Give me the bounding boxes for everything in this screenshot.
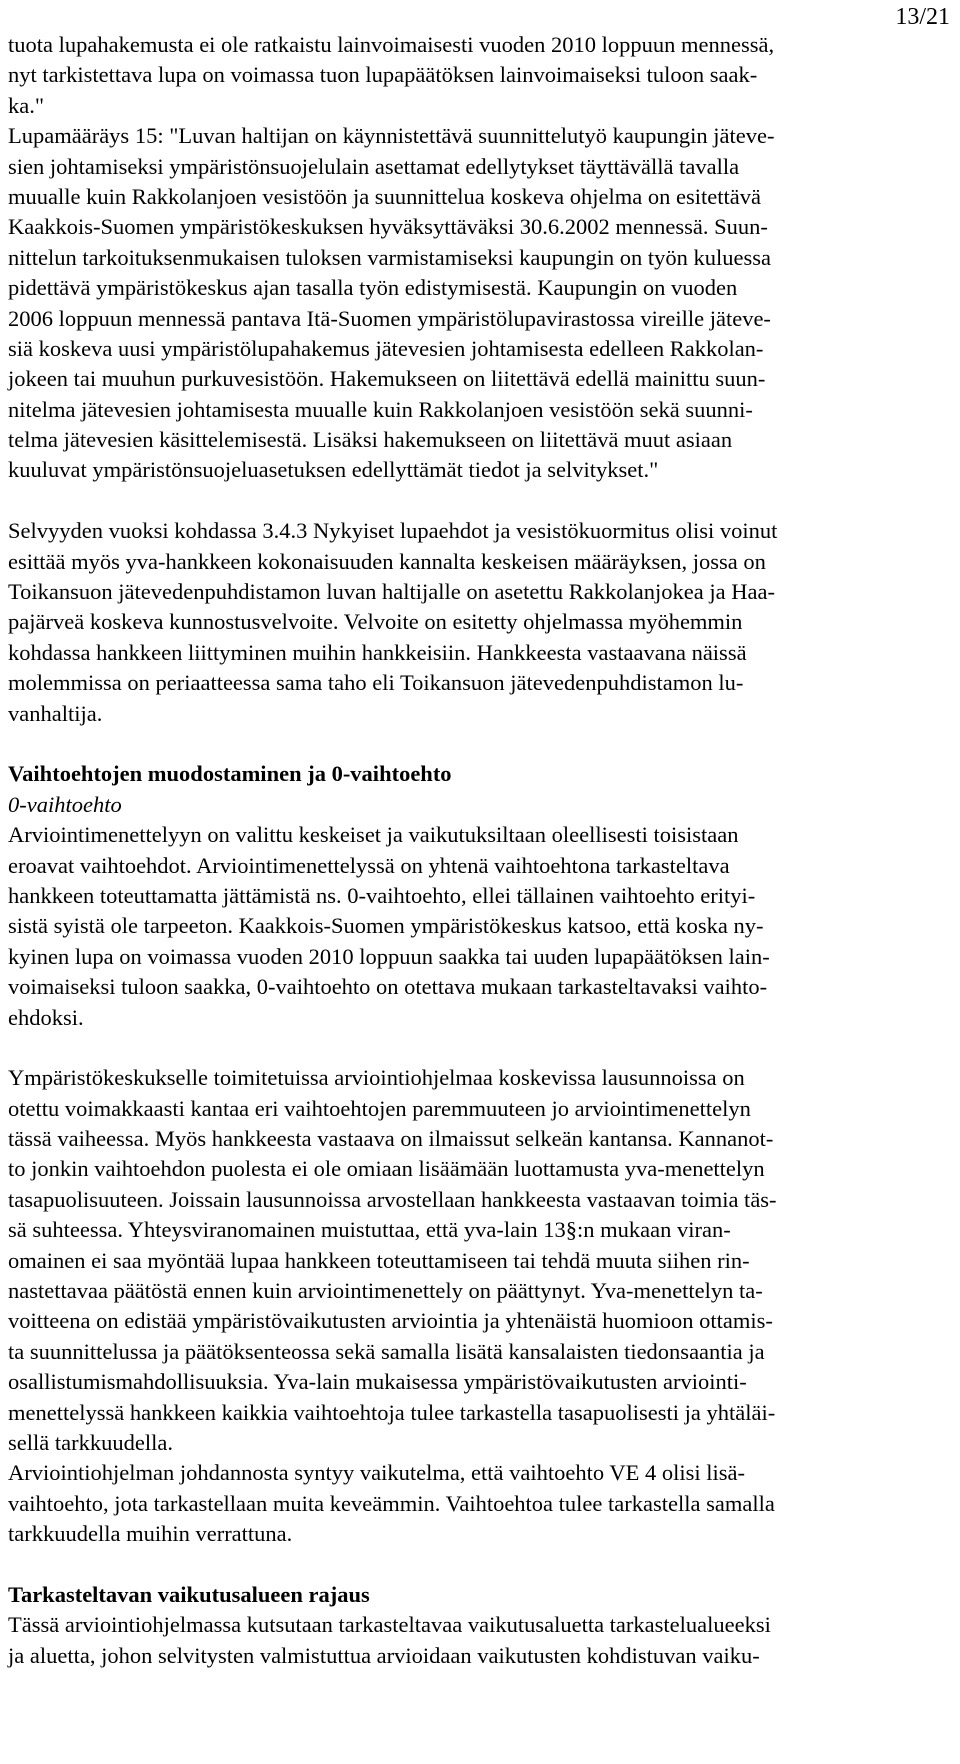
- text-line: Arviointimenettelyyn on valittu keskeiset ja vaikutuksiltaan oleellisesti toisistaan: [8, 822, 739, 848]
- text-line: vanhaltija.: [8, 700, 103, 726]
- text-line: hankkeen toteuttamatta jättämistä ns. 0-vaihtoehto, ellei tällainen vaihtoehto erityi-: [8, 882, 756, 908]
- subheading-text: 0-vaihtoehto: [8, 791, 122, 817]
- text-line: jokeen tai muuhun purkuvesistöön. Hakemukseen on liitettävä edellä mainittu suun-: [8, 366, 766, 392]
- text-line: voimaiseksi tuloon saakka, 0-vaihtoehto on otettava mukaan tarkasteltavaksi vaihto-: [8, 974, 768, 1000]
- text-line: sä suhteessa. Yhteysviranomainen muistuttaa, että yva-lain 13§:n mukaan viran-: [8, 1217, 731, 1243]
- blank-line: [8, 729, 952, 759]
- text-line: voitteena on edistää ympäristövaikutusten arviointia ja yhtenäistä huomioon ottamis-: [8, 1308, 773, 1334]
- text-line: Toikansuon jätevedenpuhdistamon luvan haltijalle on asetettu Rakkolanjokea ja Haa-: [8, 579, 775, 605]
- document-body: [8, 30, 952, 1671]
- heading-impact-area: [8, 1580, 952, 1610]
- text-line: ehdoksi.: [8, 1004, 84, 1030]
- text-line: nitelma jätevesien johtamisesta muualle kuin Rakkolanjoen vesistöön sekä suunni-: [8, 396, 753, 422]
- heading-text: Tarkasteltavan vaikutusalueen rajaus: [8, 1581, 370, 1607]
- heading-alternatives: [8, 759, 952, 789]
- paragraph-impact-area: [8, 1610, 952, 1671]
- text-line: kohdassa hankkeen liittyminen muihin hankkeisiin. Hankkeesta vastaavana näissä: [8, 639, 747, 665]
- text-line: siä koskeva uusi ympäristölupahakemus jätevesien johtamisesta edelleen Rakkolan-: [8, 335, 764, 361]
- text-line: Ympäristökeskukselle toimitetuissa arviointiohjelmaa koskevissa lausunnoissa on: [8, 1065, 745, 1091]
- text-line: esittää myös yva-hankkeen kokonaisuuden kannalta keskeisen määräyksen, jossa on: [8, 548, 766, 574]
- text-line: to jonkin vaihtoehdon puolesta ei ole omiaan lisäämään luottamusta yva-menettelyn: [8, 1156, 765, 1182]
- text-line: tasapuolisuuteen. Joissain lausunnoissa arvostellaan hankkeesta vastaavan toimia täs-: [8, 1186, 777, 1212]
- text-line: Selvyyden vuoksi kohdassa 3.4.3 Nykyiset lupaehdot ja vesistökuormitus olisi voinut: [8, 518, 778, 544]
- text-line: ta suunnittelussa ja päätöksenteossa sekä samalla lisätä kansalaisten tiedonsaantia ja: [8, 1338, 765, 1364]
- text-line: otettu voimakkaasti kantaa eri vaihtoehtojen paremmuuteen jo arviointimenettelyn: [8, 1095, 751, 1121]
- text-line: Kaakkois-Suomen ympäristökeskuksen hyväksyttäväksi 30.6.2002 mennessä. Suun-: [8, 214, 768, 240]
- blank-line: [8, 1550, 952, 1580]
- subheading-zero-alternative: [8, 790, 952, 820]
- blank-line: [8, 486, 952, 516]
- text-line: sistä syistä ole tarpeeton. Kaakkois-Suomen ympäristökeskus katsoo, että koska ny-: [8, 913, 764, 939]
- text-line: kyinen lupa on voimassa vuoden 2010 loppuun saakka tai uuden lupapäätöksen lain-: [8, 943, 770, 969]
- paragraph-statements: [8, 1063, 952, 1458]
- paragraph-permit-status: [8, 30, 952, 486]
- text-line: molemmissa on periaatteessa sama taho eli Toikansuon jätevedenpuhdistamon lu-: [8, 670, 744, 696]
- text-line: Arviointiohjelman johdannosta syntyy vaikutelma, että vaihtoehto VE 4 olisi lisä-: [8, 1460, 745, 1486]
- text-line: sien johtamiseksi ympäristönsuojelulain asettamat edellytykset täyttävällä tavalla: [8, 153, 740, 179]
- text-line: nastettavaa päätöstä ennen kuin arviointimenettely on päättynyt. Yva-menettelyn ta-: [8, 1278, 763, 1304]
- text-line: Tässä arviointiohjelmassa kutsutaan tarkasteltavaa vaikutusaluetta tarkastelualueeksi: [8, 1612, 771, 1638]
- blank-line: [8, 1033, 952, 1063]
- text-line: nyt tarkistettava lupa on voimassa tuon lupapäätöksen lainvoimaiseksi tuloon saak-: [8, 62, 758, 88]
- text-line: muualle kuin Rakkolanjoen vesistöön ja suunnittelua koskeva ohjelma on esitettävä: [8, 183, 761, 209]
- text-line: ka.": [8, 92, 45, 118]
- text-line: sellä tarkkuudella.: [8, 1429, 173, 1455]
- text-line: eroavat vaihtoehdot. Arviointimenettelyssä on yhtenä vaihtoehtona tarkasteltava: [8, 852, 730, 878]
- paragraph-ve4: [8, 1458, 952, 1549]
- page-number: 13/21: [895, 4, 950, 30]
- text-line: kuuluvat ympäristönsuojeluasetuksen edellyttämät tiedot ja selvitykset.": [8, 457, 659, 483]
- paragraph-clarification: [8, 516, 952, 729]
- text-line: omainen ei saa myöntää lupaa hankkeen toteuttamiseen tai tehdä muuta siihen rin-: [8, 1247, 750, 1273]
- text-line: osallistumismahdollisuuksia. Yva-lain mukaisessa ympäristövaikutusten arviointi-: [8, 1369, 747, 1395]
- text-line: pidettävä ympäristökeskus ajan tasalla työn edistymisestä. Kaupungin on vuoden: [8, 275, 738, 301]
- text-line: Lupamääräys 15: "Luvan haltijan on käynnistettävä suunnittelutyö kaupungin jäteve-: [8, 123, 775, 149]
- text-line: 2006 loppuun mennessä pantava Itä-Suomen ympäristölupavirastossa vireille jäteve-: [8, 305, 771, 331]
- text-line: nittelun tarkoituksenmukaisen tuloksen varmistamiseksi kaupungin on työn kuluessa: [8, 244, 772, 270]
- text-line: tässä vaiheessa. Myös hankkeesta vastaava on ilmaissut selkeän kantansa. Kannanot-: [8, 1126, 774, 1152]
- text-line: menettelyssä hankkeen kaikkia vaihtoehtoja tulee tarkastella tasapuolisesti ja yhtäläi-: [8, 1399, 776, 1425]
- text-line: pajärveä koskeva kunnostusvelvoite. Velvoite on esitetty ohjelmassa myöhemmin: [8, 609, 743, 635]
- text-line: vaihtoehto, jota tarkastellaan muita keveämmin. Vaihtoehtoa tulee tarkastella samalla: [8, 1490, 775, 1516]
- heading-text: Vaihtoehtojen muodostaminen ja 0-vaihtoehto: [8, 761, 452, 787]
- text-line: tarkkuudella muihin verrattuna.: [8, 1521, 293, 1547]
- text-line: tuota lupahakemusta ei ole ratkaistu lainvoimaisesti vuoden 2010 loppuun mennessä,: [8, 32, 775, 57]
- text-line: ja aluetta, johon selvitysten valmistuttua arvioidaan vaikutusten kohdistuvan vaiku-: [8, 1642, 760, 1668]
- paragraph-zero-alternative: [8, 820, 952, 1033]
- text-line: telma jätevesien käsittelemisestä. Lisäksi hakemukseen on liitettävä muut asiaan: [8, 427, 733, 453]
